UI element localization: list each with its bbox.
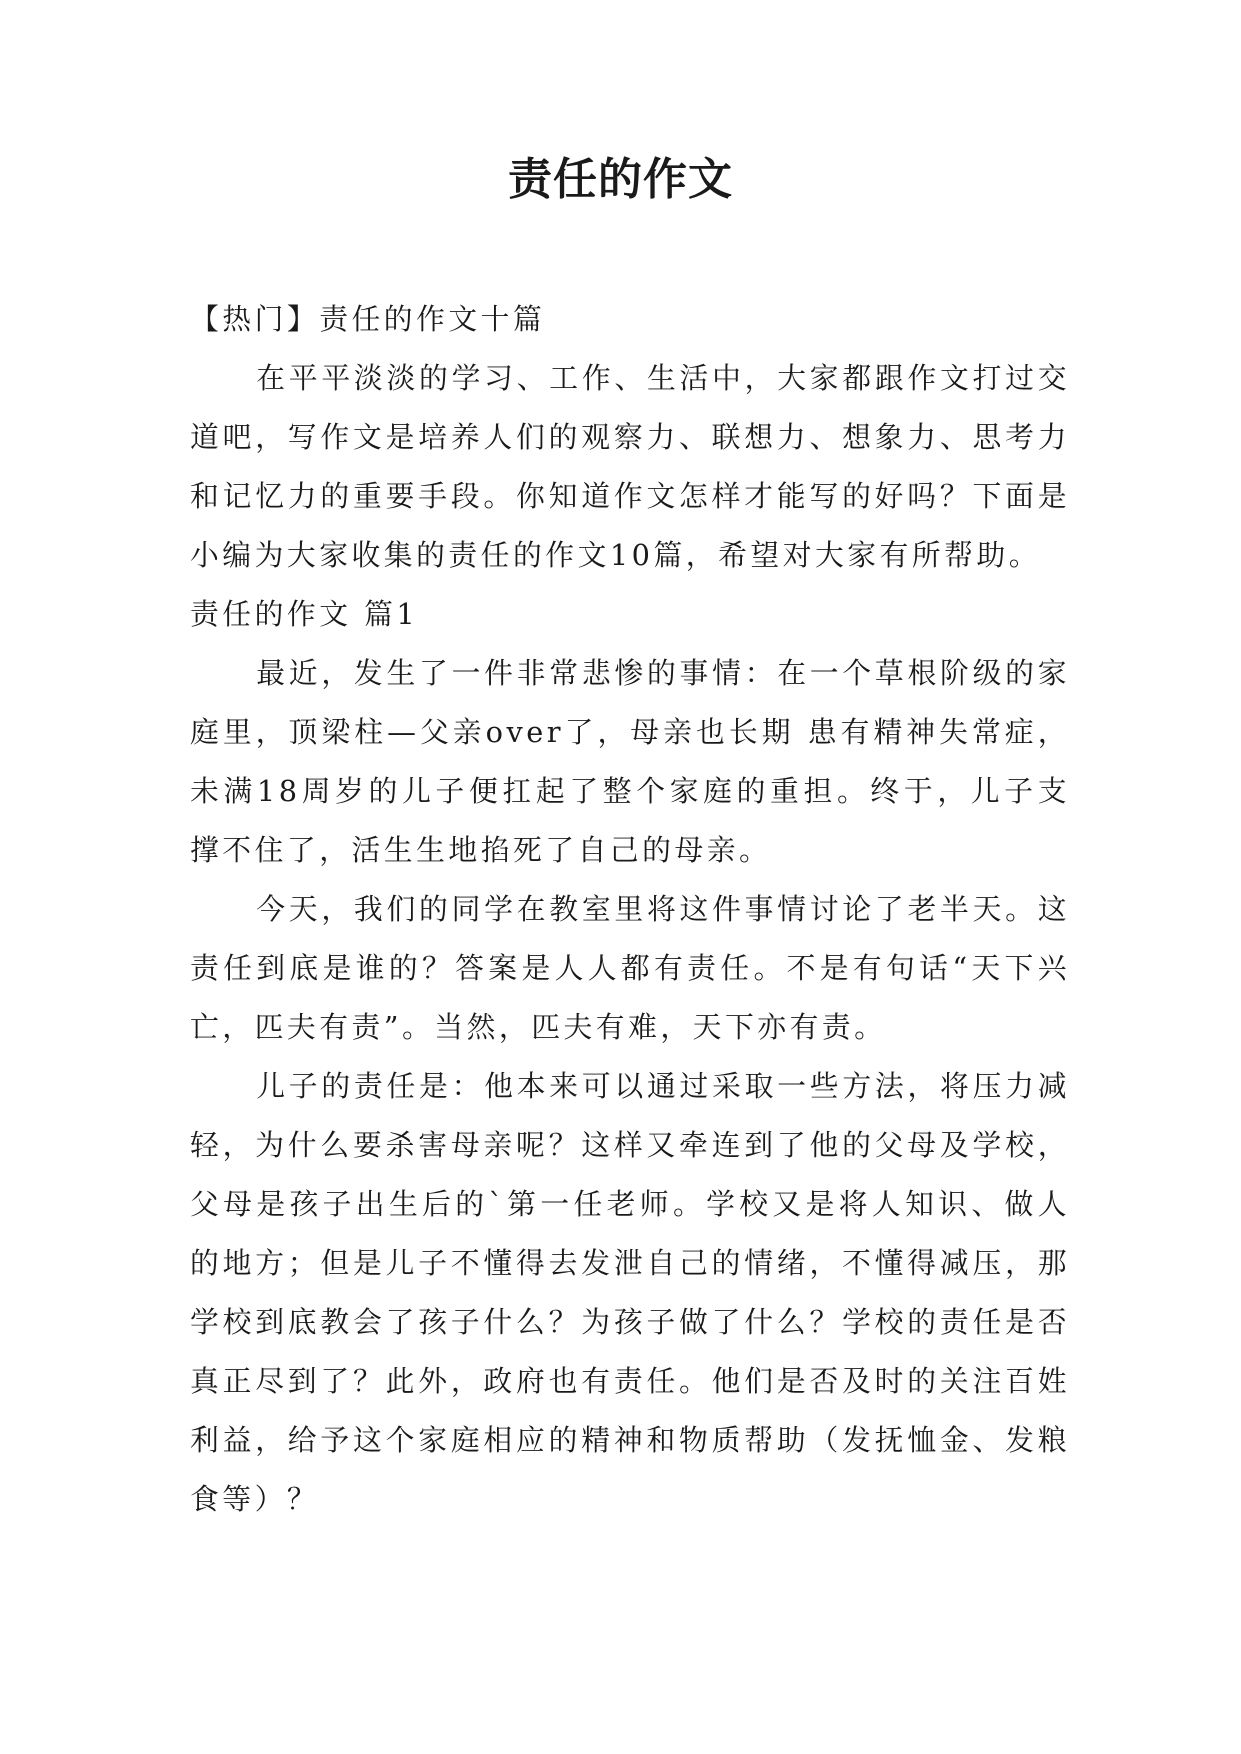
body-paragraph: 儿子的责任是：他本来可以通过采取一些方法，将压力减轻，为什么要杀害母亲呢？这样又牵连到了他的父母及学校，父母是孩子出生后的`第一任老师。学校又是将人知识、做人的地方；但是儿子不懂得去发泄自己的情绪，不懂得减压，那学校到底教会了孩子什么？为孩子做了什么？学校的责任是否真正尽到了？此外，政府也有责任。他们是否及时的关注百姓利益，给予这个家庭相应的精神和物质帮助（发抚恤金、发粮食等）？ — [190, 1069, 1070, 1516]
document-body — [190, 290, 1070, 1529]
section-heading: 责任的作文 篇1 — [190, 597, 419, 631]
body-paragraph: 最近，发生了一件非常悲惨的事情：在一个草根阶级的家庭里，顶梁柱—父亲over了，母亲也长期 患有精神失常症，未满18周岁的儿子便扛起了整个家庭的重担。终于，儿子支撑不住了，活生生地掐死了自己的母亲。 — [190, 656, 1070, 867]
intro-paragraph: 在平平淡淡的学习、工作、生活中，大家都跟作文打过交道吧，写作文是培养人们的观察力、联想力、想象力、思考力和记忆力的重要手段。你知道作文怎样才能写的好吗？下面是小编为大家收集的责任的作文10篇，希望对大家有所帮助。 — [190, 361, 1070, 572]
body-paragraph: 今天，我们的同学在教室里将这件事情讨论了老半天。这责任到底是谁的？答案是人人都有责任。不是有句话“天下兴亡，匹夫有责”。当然，匹夫有难，天下亦有责。 — [190, 892, 1070, 1044]
document-title: 责任的作文 — [508, 154, 733, 205]
subtitle-line: 【热门】责任的作文十篇 — [190, 302, 546, 336]
